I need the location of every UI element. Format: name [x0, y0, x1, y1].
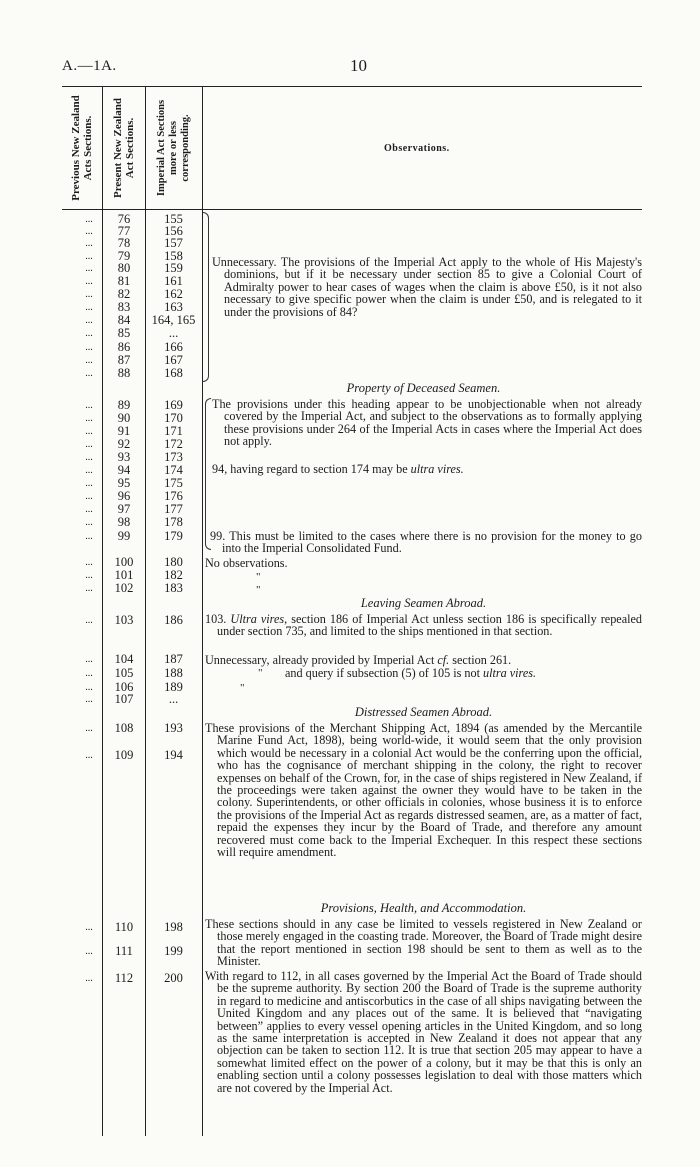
row-106-imperial: 189 [164, 680, 183, 694]
row-111-previous: ... [85, 946, 93, 957]
row-111-present: 111 [115, 944, 133, 958]
obs-section-104: Unnecessary, already provided by Imperial Act cf. section 261. [205, 653, 512, 667]
row-84-imperial: 164, 165 [151, 313, 196, 327]
row-93-present: 93 [117, 450, 131, 464]
obs-deceased: The provisions under this heading appear to be unobjectionable when not already covered by the Imperial Act, and subject to the observations as to formally applying these provisions under 264 of the Imperial Acts in cases where the Imperial Act does not apply. [212, 397, 642, 449]
row-91-present: 91 [117, 424, 131, 438]
row-103-previous: ... [85, 615, 93, 626]
row-87-imperial: 167 [164, 353, 183, 367]
row-102-imperial: 183 [164, 581, 183, 595]
row-89-previous: ... [85, 400, 93, 411]
obs-section-112: With regard to 112, in all cases governed by the Imperial Act the Board of Trade should be the supreme authority. By section 200 the Board of Trade is the supreme authority in regard to medicine and antiscorbutics in the case of all ships navigating between the United Kingdom and any places out of the same. It is believed that “navigating between” applies to every vessel opening articles in the United Kingdom, and so long as the same interpretation is accepted in New Zealand it does not appear that any objection can be taken to section 112. It is true that section 205 may appear to have a somewhat limited effect on the power of a colony, but it may be that this is only an enabling section until a colony possesses legislation to deal with those matters which are not covered by the Imperial Act. [205, 969, 642, 1095]
row-96-present: 96 [117, 489, 131, 503]
row-103-present: 103 [114, 613, 134, 627]
row-83-previous: ... [85, 302, 93, 313]
row-93-previous: ... [85, 452, 93, 463]
row-88-present: 88 [117, 366, 131, 380]
row-110-previous: ... [85, 922, 93, 933]
row-106-previous: ... [85, 682, 93, 693]
row-82-present: 82 [117, 287, 131, 301]
row-106-present: 106 [114, 680, 134, 694]
row-83-present: 83 [117, 300, 131, 314]
row-103-imperial: 186 [164, 613, 183, 627]
col-separator-1 [102, 86, 103, 1136]
top-rule [62, 86, 642, 87]
row-107-present: 107 [114, 692, 134, 706]
row-105-imperial: 188 [164, 666, 183, 680]
row-81-present: 81 [117, 274, 131, 288]
row-109-imperial: 194 [164, 748, 183, 762]
row-100-present: 100 [114, 555, 134, 569]
row-89-present: 89 [117, 398, 131, 412]
row-92-previous: ... [85, 439, 93, 450]
row-81-previous: ... [85, 276, 93, 287]
row-95-imperial: 175 [164, 476, 183, 490]
row-96-previous: ... [85, 491, 93, 502]
brace-89-99 [205, 398, 211, 550]
row-87-previous: ... [85, 355, 93, 366]
row-90-imperial: 170 [164, 411, 183, 425]
row-108-previous: ... [85, 723, 93, 734]
row-100-previous: ... [85, 557, 93, 568]
obs-no-observations: No observations. [205, 556, 288, 570]
row-85-present: 85 [117, 326, 131, 340]
row-92-present: 92 [117, 437, 131, 451]
row-95-present: 95 [117, 476, 131, 490]
row-86-imperial: 166 [164, 340, 183, 354]
row-104-present: 104 [114, 652, 134, 666]
obs-distressed: These provisions of the Merchant Shipping Act, 1894 (as amended by the Mercantile Marine Fund Act, 1898), being world-wide, it would seem that the only provision which would be necessary in a colonial Act would be the conferring upon the official, who has the cognisance of merchant shipping in the colony, the right to recover expenses on behalf of the Crown, for, in the case of ships registered in New Zealand, if the proceedings were taken against the owner they would have to be taken in the colony. Superintendents, or other officials in colonies, whose business it is to enforce the provisions of the Imperial Act as regards distressed seamen, are, as a matter of fact, repaid the expenses they incur by the Board of Trade, and therefore any amount recovered must come back to the Imperial Exchequer. In this respect these sections will require amendment. [205, 721, 642, 860]
row-95-previous: ... [85, 478, 93, 489]
row-94-present: 94 [117, 463, 131, 477]
row-97-present: 97 [117, 502, 131, 516]
row-110-present: 110 [114, 920, 134, 934]
col-header-observations: Observations. [384, 143, 450, 154]
obs-provisions: These sections should in any case be limited to vessels registered in New Zealand or those merely engaged in the coasting trade. Moreover, the Board of Trade might desire that the report mentioned in section 198 should be sent to them as well as to the Minister. [205, 917, 642, 969]
row-101-imperial: 182 [164, 568, 183, 582]
row-79-present: 79 [117, 249, 131, 263]
row-87-present: 87 [117, 353, 131, 367]
row-77-present: 77 [117, 224, 131, 238]
row-76-previous: ... [85, 214, 93, 225]
row-86-previous: ... [85, 342, 93, 353]
document-reference: A.—1A. [62, 58, 117, 74]
row-104-previous: ... [85, 654, 93, 665]
ditto-mark-105: " [258, 667, 263, 679]
row-97-previous: ... [85, 504, 93, 515]
row-88-previous: ... [85, 368, 93, 379]
row-89-imperial: 169 [164, 398, 183, 412]
brace-76-88 [203, 212, 209, 382]
col-header-imperial: Imperial Act Sections more or less corresponding. [156, 99, 191, 197]
row-112-present: 112 [114, 971, 134, 985]
obs-section-94: 94, having regard to section 174 may be ultra vires. [212, 462, 464, 476]
row-112-imperial: 200 [164, 971, 183, 985]
row-84-present: 84 [117, 313, 131, 327]
row-98-previous: ... [85, 517, 93, 528]
row-78-present: 78 [117, 236, 131, 250]
row-104-imperial: 187 [164, 652, 183, 666]
row-76-imperial: 155 [164, 212, 183, 226]
heading-distressed: Distressed Seamen Abroad. [354, 705, 493, 719]
row-112-previous: ... [85, 973, 93, 984]
row-110-imperial: 198 [164, 920, 183, 934]
heading-leaving: Leaving Seamen Abroad. [360, 596, 487, 610]
row-79-previous: ... [85, 251, 93, 262]
row-97-imperial: 177 [164, 502, 183, 516]
row-94-imperial: 174 [164, 463, 183, 477]
ditto-mark-102: " [256, 584, 261, 596]
row-76-present: 76 [117, 212, 131, 226]
obs-section-105: and query if subsection (5) of 105 is not ultra vires. [285, 666, 537, 680]
row-99-previous: ... [85, 531, 93, 542]
row-91-previous: ... [85, 426, 93, 437]
col-header-previous: Previous New Zealand Acts Sections. [70, 95, 94, 201]
heading-provisions: Provisions, Health, and Accommodation. [320, 901, 527, 915]
row-101-previous: ... [85, 570, 93, 581]
row-105-present: 105 [114, 666, 134, 680]
row-80-present: 80 [117, 261, 131, 275]
row-77-imperial: 156 [164, 224, 183, 238]
row-90-present: 90 [117, 411, 131, 425]
row-96-imperial: 176 [164, 489, 183, 503]
row-101-present: 101 [114, 568, 134, 582]
row-108-imperial: 193 [164, 721, 183, 735]
row-82-previous: ... [85, 289, 93, 300]
row-90-previous: ... [85, 413, 93, 424]
col-header-present: Present New Zealand Act Sections. [112, 98, 136, 199]
row-100-imperial: 180 [164, 555, 183, 569]
ditto-mark-106: " [240, 682, 245, 694]
row-102-present: 102 [114, 581, 134, 595]
row-80-imperial: 159 [164, 261, 183, 275]
row-85-imperial: ... [168, 326, 179, 340]
row-78-previous: ... [85, 238, 93, 249]
row-77-previous: ... [85, 226, 93, 237]
row-79-imperial: 158 [164, 249, 183, 263]
row-93-imperial: 173 [164, 450, 183, 464]
obs-section-103: 103. Ultra vires, section 186 of Imperial Act unless section 186 is specifically repealed under section 735, and limited to the ships mentioned in that section. [205, 612, 642, 639]
row-109-previous: ... [85, 750, 93, 761]
row-78-imperial: 157 [164, 236, 183, 250]
row-99-present: 99 [117, 529, 131, 543]
row-107-previous: ... [85, 694, 93, 705]
row-81-imperial: 161 [164, 274, 183, 288]
header-bottom-rule [62, 209, 642, 210]
obs-unnecessary: Unnecessary. The provisions of the Imperial Act apply to the whole of His Majesty's dominions, but if it be necessary under section 85 to give a Colonial Court of Admiralty power to hear cases of wages when the claim is above £50, is it not also necessary to give specific power when the claim is under £50, and is relegated to it under the provisions of 84? [212, 255, 642, 319]
page-number: 10 [350, 56, 367, 75]
row-107-imperial: ... [168, 692, 179, 706]
row-82-imperial: 162 [164, 287, 183, 301]
row-85-previous: ... [85, 328, 93, 339]
ditto-mark-101: " [256, 571, 261, 583]
row-94-previous: ... [85, 465, 93, 476]
row-98-present: 98 [117, 515, 131, 529]
row-84-previous: ... [85, 315, 93, 326]
row-105-previous: ... [85, 668, 93, 679]
row-109-present: 109 [114, 748, 134, 762]
row-80-previous: ... [85, 263, 93, 274]
obs-section-99: 99. This must be limited to the cases where there is no provision for the money to go into the Imperial Consolidated Fund. [210, 529, 642, 556]
row-111-imperial: 199 [164, 944, 183, 958]
row-98-imperial: 178 [164, 515, 183, 529]
row-99-imperial: 179 [164, 529, 183, 543]
row-86-present: 86 [117, 340, 131, 354]
heading-deceased: Property of Deceased Seamen. [346, 381, 501, 395]
row-83-imperial: 163 [164, 300, 183, 314]
row-102-previous: ... [85, 583, 93, 594]
row-88-imperial: 168 [164, 366, 183, 380]
row-92-imperial: 172 [164, 437, 183, 451]
row-91-imperial: 171 [164, 424, 183, 438]
row-108-present: 108 [114, 721, 134, 735]
